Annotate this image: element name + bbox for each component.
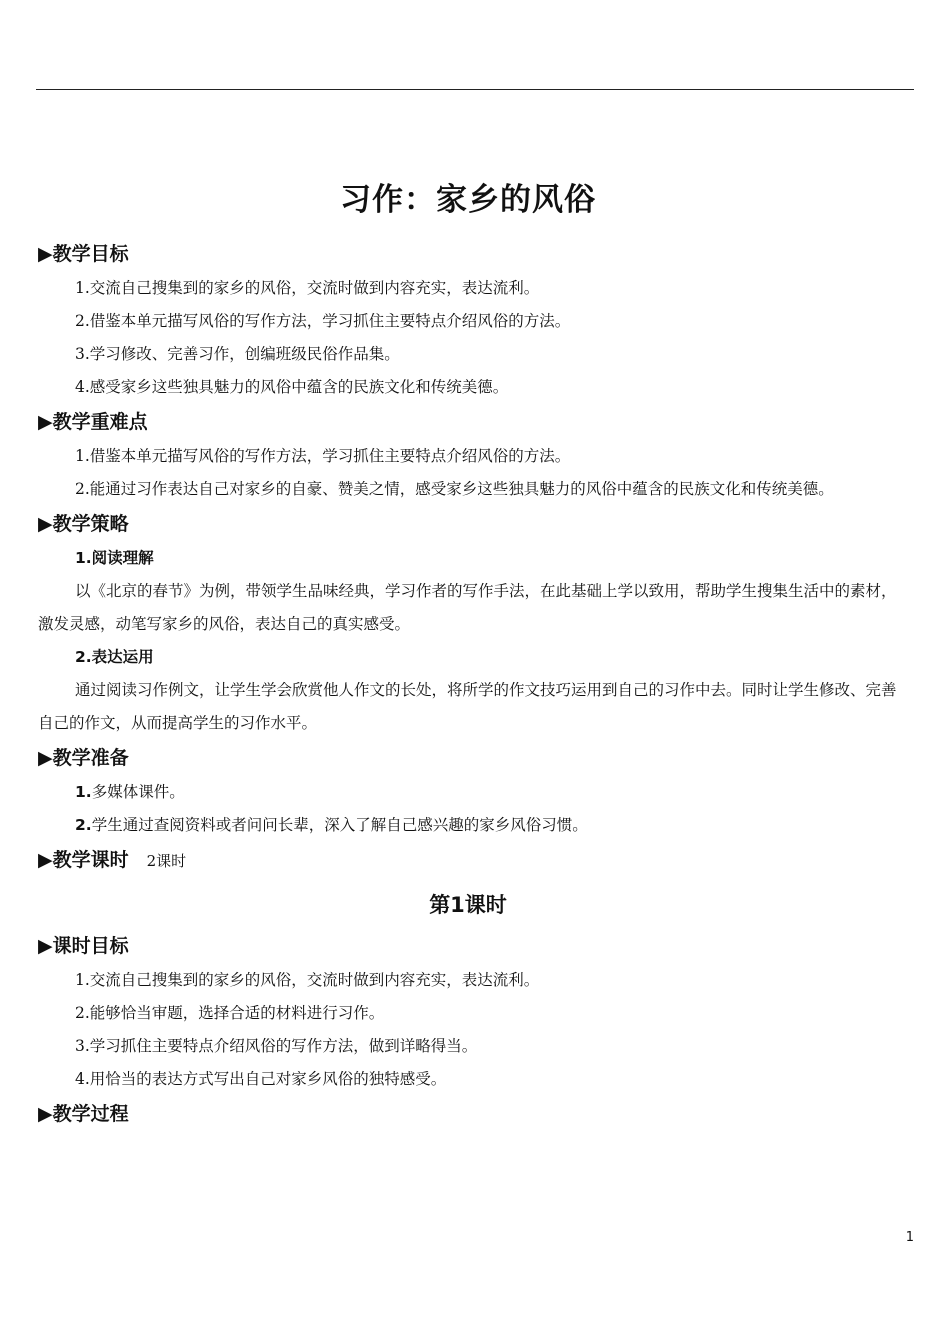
preparation-item-number: 1.: [75, 783, 92, 801]
key-point-item: 1.借鉴本单元描写风俗的写作方法，学习抓住主要特点介绍风俗的方法。: [75, 447, 571, 465]
preparation-item: [38, 776, 898, 809]
strategy-paragraph: 通过阅读习作例文，让学生学会欣赏他人作文的长处，将所学的作文技巧运用到自己的习作中去。同时让学生修改、完善自己的作文，从而提高学生的习作水平。: [38, 681, 897, 732]
page-number: 1: [905, 1230, 914, 1245]
header-rule: [36, 89, 914, 90]
objective-item: 1.交流自己搜集到的家乡的风俗，交流时做到内容充实，表达流利。: [75, 279, 540, 297]
document-body: [38, 176, 898, 1132]
section-heading-objectives: ▶教学目标: [38, 243, 129, 265]
hours-value: 2课时: [146, 852, 187, 870]
strategy-subheading: 2.表达运用: [75, 648, 154, 666]
objective-item: 4.感受家乡这些独具魅力的风俗中蕴含的民族文化和传统美德。: [75, 378, 509, 396]
lesson-title: 第1课时: [429, 893, 507, 917]
preparation-item: [38, 809, 898, 842]
section-heading-preparation: ▶教学准备: [38, 747, 129, 769]
page-title: 习作：家乡的风俗: [340, 182, 596, 218]
lesson-objective-item: 4.用恰当的表达方式写出自己对家乡风俗的独特感受。: [75, 1070, 447, 1088]
section-heading-process: ▶教学过程: [38, 1103, 129, 1125]
section-heading-strategy: ▶教学策略: [38, 513, 129, 535]
section-heading-lesson-objectives: ▶课时目标: [38, 935, 129, 957]
section-heading-key-points: ▶教学重难点: [38, 411, 148, 433]
strategy-paragraph: 以《北京的春节》为例，带领学生品味经典，学习作者的写作手法，在此基础上学以致用，帮助学生搜集生活中的素材，激发灵感，动笔写家乡的风俗，表达自己的真实感受。: [38, 582, 897, 633]
preparation-item-text: 学生通过查阅资料或者问问长辈，深入了解自己感兴趣的家乡风俗习惯。: [91, 816, 588, 834]
objective-item: 3.学习修改、完善习作，创编班级民俗作品集。: [75, 345, 400, 363]
section-heading-hours: [38, 842, 898, 878]
preparation-item-number: 2.: [75, 816, 92, 834]
preparation-item-text: 多媒体课件。: [91, 783, 185, 801]
key-point-item: 2.能通过习作表达自己对家乡的自豪、赞美之情，感受家乡这些独具魅力的风俗中蕴含的民族文化和传统美德。: [75, 480, 834, 498]
strategy-subheading: 1.阅读理解: [75, 549, 154, 567]
lesson-objective-item: 1.交流自己搜集到的家乡的风俗，交流时做到内容充实，表达流利。: [75, 971, 540, 989]
objective-item: 2.借鉴本单元描写风俗的写作方法，学习抓住主要特点介绍风俗的方法。: [75, 312, 571, 330]
hours-heading: ▶教学课时: [38, 849, 129, 871]
lesson-objective-item: 2.能够恰当审题，选择合适的材料进行习作。: [75, 1004, 385, 1022]
lesson-objective-item: 3.学习抓住主要特点介绍风俗的写作方法，做到详略得当。: [75, 1037, 478, 1055]
